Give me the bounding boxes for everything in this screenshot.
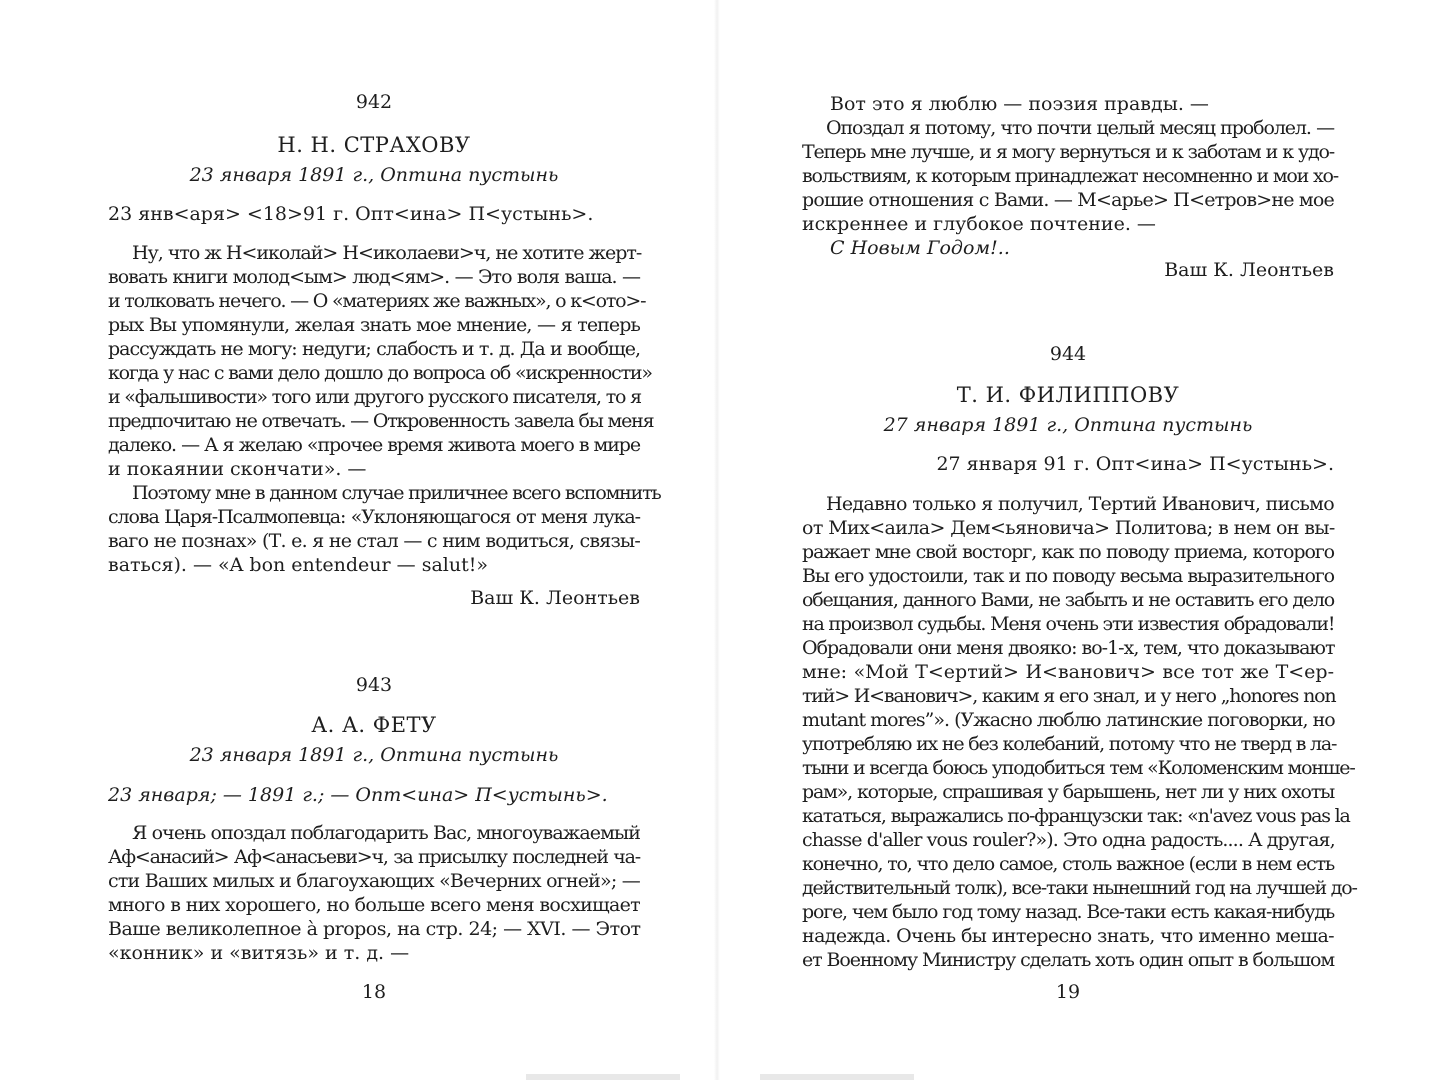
text-line: рассуждать не могу: недуги; слабость и т. д. Да и вообще, — [108, 338, 640, 360]
text-line: Поэтому мне в данном случае приличнее всего вспомнить — [132, 482, 661, 504]
text-line: конечно, то, что дело самое, столь важное (если в нем есть — [802, 853, 1334, 875]
book-gutter — [714, 0, 720, 1080]
letter-addressee: Т. И. ФИЛИППОВУ — [956, 383, 1180, 407]
text-line: ражает мне свой восторг, как по поводу приема, которого — [802, 541, 1334, 563]
text-line: и «фальшивости» того или другого русского писателя, то я — [108, 386, 641, 408]
right-page — [802, 0, 1357, 1080]
text-line: Ну, что ж Н<иколай> Н<иколаеви>ч, не хотите жерт- — [132, 242, 642, 264]
text-line: от Мих<аила> Дем<ьяновича> Политова; в нем он вы- — [802, 517, 1335, 539]
text-line: Недавно только я получил, Тертий Иванович, письмо — [826, 493, 1334, 515]
text-line: тий> И<ванович>, каким я его знал, и у него „honores non — [802, 685, 1336, 707]
text-line: вольствиям, к которым принадлежат несомненно и мои хо- — [802, 165, 1338, 187]
text-line: сти Ваших милых и благоухающих «Вечерних огней»; — — [108, 870, 640, 892]
text-line: употребляю их не без колебаний, потому что не тверд в ла- — [802, 733, 1337, 755]
text-line: Ваше великолепное à propos, на стр. 24; — XVI. — Этот — [108, 918, 641, 940]
text-line: Опоздал я потому, что почти целый месяц проболел. — — [826, 117, 1334, 139]
text-line: ет Военному Министру сделать хоть один опыт в большом — [802, 949, 1334, 971]
page-number: 18 — [361, 981, 387, 1003]
text-line: С Новым Годом!.. — [830, 237, 1010, 259]
text-line: mutant mores”». (Ужасно люблю латинские поговорки, но — [802, 709, 1335, 731]
letter-dateline: 27 января 91 г. Опт<ина> П<устынь>. — [936, 453, 1334, 475]
page-edge-shadow — [526, 1074, 680, 1080]
text-line: и толковать нечего. — О «материях же важных», о к<ото>- — [108, 290, 646, 312]
text-line: далеко. — А я желаю «прочее время живота моего в мире — [108, 434, 640, 456]
text-line: на произвол судьбы. Меня очень эти известия обрадовали! — [802, 613, 1335, 635]
letter-number: 942 — [355, 91, 393, 113]
text-line: «конник» и «витязь» и т. д. — — [108, 942, 410, 964]
text-line: и покаянии скончати». — — [108, 458, 367, 480]
text-line: когда у нас с вами дело дошло до вопроса об «искренности» — [108, 362, 652, 384]
letter-date-place: 23 января 1891 г., Оптина пустынь — [189, 744, 559, 766]
text-line: тыни и всегда боюсь уподобиться тем «Коломенским монше- — [802, 757, 1355, 779]
text-line: мне: «Мой Т<ертий> И<ванович> все тот же Т<ер- — [802, 661, 1334, 683]
text-line: Вы его удостоили, так и по поводу весьма выразительного — [802, 565, 1334, 587]
text-line: искреннее и глубокое почтение. — — [802, 213, 1156, 235]
text-line: вовать книги молод<ым> люд<ям>. — Это воля ваша. — — [108, 266, 640, 288]
letter-date-place: 27 января 1891 г., Оптина пустынь — [883, 414, 1253, 436]
page-number: 19 — [1055, 981, 1081, 1003]
text-line: роге, чем было год тому назад. Все-таки есть какая-нибудь — [802, 901, 1334, 923]
left-page — [108, 0, 661, 1080]
letter-dateline: 23 янв<аря> <18>91 г. Опт<ина> П<устынь>. — [108, 203, 594, 225]
text-line: много в них хорошего, но больше всего меня восхищает — [108, 894, 640, 916]
text-line: Теперь мне лучше, и я могу вернуться и к заботам и к удо- — [802, 141, 1334, 163]
text-line: рых Вы упомянули, желая знать мое мнение, — я теперь — [108, 314, 640, 336]
text-line: Аф<анасий> Аф<анасьеви>ч, за присылку последней ча- — [108, 846, 640, 868]
letter-date-place: 23 января 1891 г., Оптина пустынь — [189, 164, 559, 186]
page-edge-shadow — [760, 1074, 914, 1080]
text-line: Вот это я люблю — поэзия правды. — — [830, 93, 1209, 115]
text-line: Обрадовали они меня двояко: во-1-х, тем, что доказывают — [802, 637, 1335, 659]
text-line: рам», которые, спрашивая у барышень, нет ли у них охоты — [802, 781, 1334, 803]
text-line: обещания, данного Вами, не забыть и не оставить его дело — [802, 589, 1334, 611]
text-line: рошие отношения с Вами. — М<арье> П<етров>не мое — [802, 189, 1334, 211]
text-line: слова Царя-Псалмопевца: «Уклоняющагося от меня лука- — [108, 506, 640, 528]
letter-dateline: 23 января; — 1891 г.; — Опт<ина> П<устынь>. — [108, 784, 608, 806]
letter-number: 944 — [1049, 343, 1087, 365]
text-line: Я очень опоздал поблагодарить Вас, многоуважаемый — [132, 822, 640, 844]
text-line: кататься, выражались по-французски так: «n'avez vous pas la — [802, 805, 1350, 827]
text-line: ваго не познах» (Т. е. я не стал — с ним водиться, связы- — [108, 530, 640, 552]
letter-signature: Ваш К. Леонтьев — [470, 587, 640, 609]
text-line: ваться). — «A bon entendeur — salut!» — [108, 554, 488, 576]
letter-addressee: А. А. ФЕТУ — [311, 713, 437, 737]
text-line: chasse d'aller vous rouler?»). Это одна радость.... А другая, — [802, 829, 1335, 851]
letter-number: 943 — [355, 674, 393, 696]
text-line: действительный толк), все-таки нынешний год на лучшей до- — [802, 877, 1357, 899]
text-line: надежда. Очень бы интересно знать, что именно меша- — [802, 925, 1334, 947]
letter-signature: Ваш К. Леонтьев — [1164, 259, 1334, 281]
letter-addressee: Н. Н. СТРАХОВУ — [277, 133, 471, 157]
text-line: предпочитаю не отвечать. — Откровенность завела бы меня — [108, 410, 654, 432]
